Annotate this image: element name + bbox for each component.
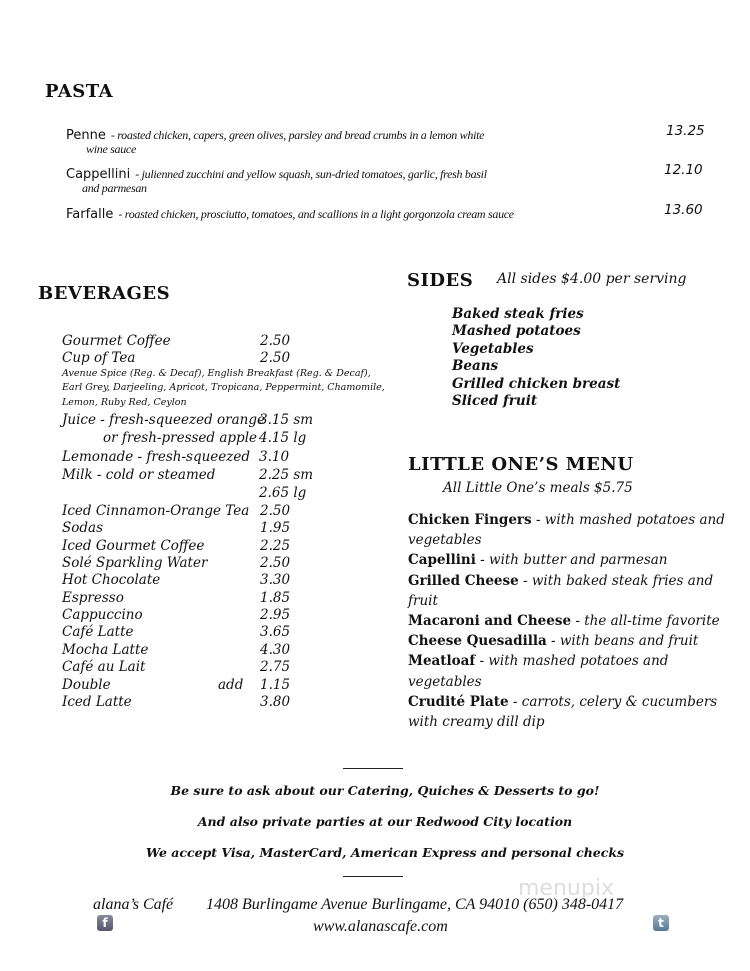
item-description: vegetables xyxy=(408,673,482,690)
beverage-name: Café Latte xyxy=(62,624,134,640)
item-description: - roasted chicken, prosciutto, tomatoes, and scallions in a light gorgonzola cream sauce xyxy=(118,207,514,221)
item-description: - with mashed potatoes and xyxy=(479,653,669,670)
parties-note: And also private parties at our Redwood City location xyxy=(197,814,573,829)
beverage-name: Lemonade - fresh-squeezed xyxy=(62,449,251,465)
beverage-price: 2.50 xyxy=(260,503,291,519)
cafe-address: 1408 Burlingame Avenue Burlingame, CA 94010 (650) 348-0417 xyxy=(206,896,624,913)
little-ones-line xyxy=(408,633,698,649)
beverage-price: 3.15 sm xyxy=(259,412,314,428)
item-name: Cheese Quesadilla xyxy=(408,633,547,650)
beverage-price: 2.65 lg xyxy=(259,485,307,501)
beverage-name: Mocha Latte xyxy=(62,642,149,658)
little-ones-line xyxy=(408,694,717,710)
item-name: Farfalle xyxy=(66,207,114,222)
item-description: fruit xyxy=(408,592,438,609)
pasta-item xyxy=(66,124,484,143)
beverages-heading: BEVERAGES xyxy=(38,283,171,304)
sides-heading: SIDES xyxy=(407,270,474,291)
little-ones-line xyxy=(408,552,668,568)
pasta-item xyxy=(66,203,514,222)
watermark: menupix xyxy=(518,876,614,901)
beverage-price: 2.50 xyxy=(260,350,291,366)
item-description: - with mashed potatoes and xyxy=(535,512,725,528)
beverage-name: Double xyxy=(62,677,111,693)
pasta-heading: PASTA xyxy=(45,81,114,102)
beverage-name: Iced Cinnamon-Orange Tea xyxy=(62,503,250,519)
little-ones-line xyxy=(408,674,482,690)
beverage-name: Iced Latte xyxy=(62,694,132,710)
little-ones-heading: LITTLE ONE’S MENU xyxy=(408,454,634,475)
beverage-price: 4.30 xyxy=(260,642,291,658)
beverage-name: Espresso xyxy=(62,590,124,606)
side-item: Beans xyxy=(452,358,499,375)
little-ones-line xyxy=(408,573,713,589)
pasta-item xyxy=(66,163,487,182)
little-ones-line xyxy=(408,653,668,669)
beverage-price: 2.95 xyxy=(260,607,291,623)
little-ones-note: All Little One’s meals $5.75 xyxy=(443,480,633,496)
item-description: - the all-time favorite xyxy=(575,613,720,629)
facebook-icon[interactable]: f xyxy=(97,915,113,931)
item-name: Crudité Plate xyxy=(408,693,509,710)
tea-varieties: Lemon, Ruby Red, Ceylon xyxy=(62,397,187,408)
little-ones-line xyxy=(408,714,545,730)
item-description-cont: wine sauce xyxy=(86,142,136,156)
beverage-price: 1.15 xyxy=(260,677,291,693)
beverage-price: 2.50 xyxy=(260,555,291,571)
side-item: Vegetables xyxy=(452,340,534,357)
item-description: with creamy dill dip xyxy=(408,714,545,730)
sides-note: All sides $4.00 per serving xyxy=(497,271,687,287)
tea-varieties: Earl Grey, Darjeeling, Apricot, Tropicana, Peppermint, Chamomile, xyxy=(62,382,385,393)
item-description: - with baked steak fries and xyxy=(522,572,714,589)
beverage-price: 2.25 sm xyxy=(259,467,314,483)
catering-note: Be sure to ask about our Catering, Quiches & Desserts to go! xyxy=(170,783,600,798)
item-price: 12.10 xyxy=(664,162,703,178)
item-name: Penne xyxy=(66,128,106,143)
beverage-price: 3.30 xyxy=(260,572,291,588)
divider xyxy=(343,768,403,769)
beverage-name: Hot Chocolate xyxy=(62,572,161,588)
item-description: - roasted chicken, capers, green olives, parsley and bread crumbs in a lemon white xyxy=(110,128,485,142)
divider xyxy=(343,876,403,877)
beverage-name: Sodas xyxy=(62,520,103,536)
beverage-name: Café au Lait xyxy=(62,659,146,675)
beverage-name: Iced Gourmet Coffee xyxy=(62,538,205,554)
item-name: Meatloaf xyxy=(408,653,476,670)
beverage-price: 1.95 xyxy=(260,520,291,536)
beverage-name: Cappuccino xyxy=(62,607,143,623)
item-name: Capellini xyxy=(408,552,476,569)
side-item: Grilled chicken breast xyxy=(452,375,621,392)
little-ones-line xyxy=(408,613,720,629)
item-description: - carrots, celery & cucumbers xyxy=(512,693,718,710)
tea-varieties: Avenue Spice (Reg. & Decaf), English Breakfast (Reg. & Decaf), xyxy=(62,368,371,379)
item-description: - julienned zucchini and yellow squash, sun-dried tomatoes, garlic, fresh basil xyxy=(135,167,487,181)
little-ones-line xyxy=(408,593,438,609)
item-name: Grilled Cheese xyxy=(408,572,519,589)
item-price: 13.25 xyxy=(666,123,705,139)
add-label: add xyxy=(218,677,244,693)
beverage-price: 3.65 xyxy=(260,624,291,640)
item-description: - with butter and parmesan xyxy=(480,552,668,569)
little-ones-line xyxy=(408,512,725,528)
item-name: Cappellini xyxy=(66,167,131,182)
item-price: 13.60 xyxy=(664,202,703,218)
beverage-price: 3.10 xyxy=(259,449,290,465)
side-item: Mashed potatoes xyxy=(452,323,581,340)
beverage-price: 3.80 xyxy=(260,694,291,710)
little-ones-line xyxy=(408,532,482,548)
beverage-name: Milk - cold or steamed xyxy=(62,467,216,483)
cafe-name: alana’s Café xyxy=(93,896,174,913)
beverage-price: 4.15 lg xyxy=(259,430,307,446)
beverage-name: or fresh-pressed apple xyxy=(103,430,257,446)
item-description-cont: and parmesan xyxy=(82,181,147,195)
item-name: Chicken Fingers xyxy=(408,512,532,528)
beverage-name: Cup of Tea xyxy=(62,350,136,366)
item-description: - with beans and fruit xyxy=(551,633,699,650)
side-item: Sliced fruit xyxy=(452,393,538,409)
beverage-name: Juice - fresh-squeezed orange xyxy=(62,412,265,428)
item-description: vegetables xyxy=(408,532,482,549)
payment-note: We accept Visa, MasterCard, American Express and personal checks xyxy=(145,845,625,860)
beverage-price: 2.25 xyxy=(260,538,291,554)
beverage-name: Gourmet Coffee xyxy=(62,333,171,349)
website-link[interactable]: www.alanascafe.com xyxy=(313,918,448,935)
side-item: Baked steak fries xyxy=(452,306,584,322)
beverage-price: 2.75 xyxy=(260,659,291,675)
beverage-price: 1.85 xyxy=(260,590,291,606)
twitter-icon[interactable]: t xyxy=(653,915,669,931)
beverage-price: 2.50 xyxy=(260,333,291,349)
beverage-name: Solé Sparkling Water xyxy=(62,555,208,571)
item-name: Macaroni and Cheese xyxy=(408,613,572,629)
